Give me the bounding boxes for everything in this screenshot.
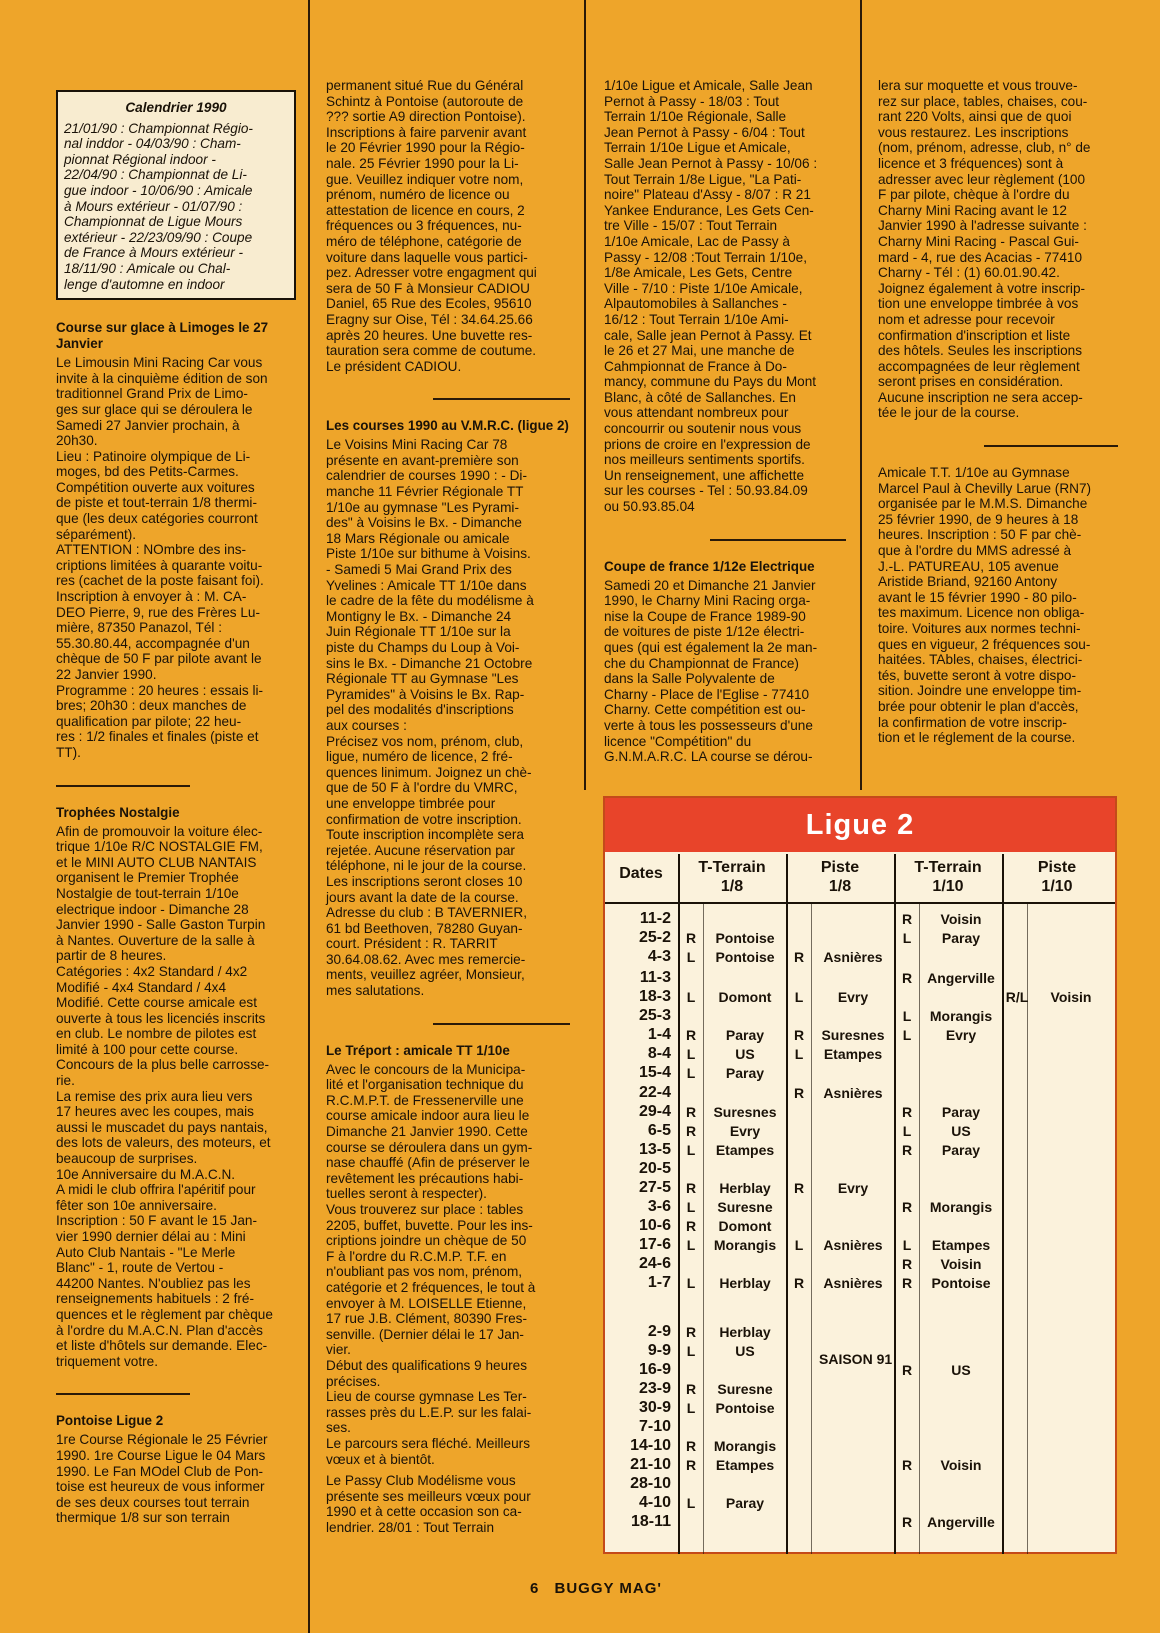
cell-tt110-c: R (901, 1104, 913, 1120)
cell-p18: Etampes (823, 1046, 883, 1062)
cell-date: 27-5 (638, 1179, 671, 1196)
cell-tt18: US (735, 1046, 755, 1062)
cell-tt110-c: R (901, 1362, 913, 1378)
article-body-vmrc: Le Voisins Mini Racing Car 78 présente en avant-première son calendrier de courses 1990 : - Di- manche 11 Février Régionale TT 1/10e au gymnase "Les Pyrami- des" à Voisins le Bx. - Dimanche 18 Mars Régionale ou amicale Piste 1/10e sur bithume à Voisins. - Samedi 5 Mai Grand Prix des Yvelines : Amicale TT 1/10e dans le cadre de la fête du modélisme à Montigny le Bx. - Dimanche 24 Juin Régionale TT 1/10e sur la piste du Champs du Loup à Voi- sins le Bx. - Dimanche 21 Octobre Régionale TT au Gymnase "Les Pyramides" à Voisins le Bx. Rap- pel des modalités d'inscriptions aux courses : Précisez vos nom, prénom, club, ligue, numéro de licence, 2 fré- quences linimum. Joignez un chè- que de 50 F à l'ordre du VMRC, une enveloppe timbrée pour confirmation de votre inscription. Toute inscription incomplète sera rejetée. Aucune réservation par téléphone, ni le jour de la course. Les inscriptions seront closes 10 jours avant la date de la course. Adresse du club : B TAVERNIER, 61 bd Beethoven, 78280 Guyan- court. Président : R. TARRIT 30.64.08.62. Avec mes remercie- ments, veuillez agréer, Monsieur, mes salutations. (326, 437, 534, 999)
article-body-passy: 1/10e Ligue et Amicale, Salle Jean Pernot à Passy - 18/03 : Tout Terrain 1/10e Régionale, Salle Jean Pernot à Passy - 6/04 : Tout Terrain 1/10e Ligue et Amicale, Salle Jean Pernot à Passy - 10/06 : Tout Terrain 1/8e Ligue, "La Pati- noire" Plateau d'Assy - 8/07 : R 21 Yankee Endurance, Les Gets Cen- tre Ville - 15/07 : Tout Terrain 1/10e Amicale, Lac de Passy à Passy - 12/08 :Tout Terrain 1/10e, 1/8e Amicale, Les Gets, Centre Ville - 7/10 : Piste 1/10e Amicale, Alpautomobiles à Sallanches - 16/12 : Tout Terrain 1/10e Ami- cale, Salle jean Pernot à Passy. Et le 26 et 27 Mai, une manche de Cahmpionnat de France à Do- mancy, commune du Pays du Mont Blanc, à côté de Sallanches. En vous attendant nombreux pour concourrir ou soutenir nous vous prions de croire en l'expression de nos meilleurs sentiments sportifs. Un renseignement, une affichette sur les courses - Tel : 50.93.84.09 ou 50.93.85.04 (604, 78, 818, 515)
article-title-nostalgie: Trophées Nostalgie (56, 804, 180, 820)
article-title-vmrc: Les courses 1990 au V.M.R.C. (ligue 2) (326, 418, 569, 434)
separator (56, 1393, 190, 1395)
article-body-treport: Avec le concours de la Municipa- lité et l'organisation technique du R.C.M.P.T. de Fressenerville une course amicale indoor aura lieu le Dimanche 21 Janvier 1990. Cette course se déroulera dans un gym- nase chauffé (Afin de préserver le revêtement les précautions habi- tuelles seront à respecter). Vous trouverez sur place : tables 2205, buffet, buvette. Pour les ins- criptions joindre un chèque de 50 F à l'ordre du R.C.M.P. T.F. en n'oubliant pas vos nom, prénom, catégorie et 2 fréquences, le tout à envoyer à M. LOISELLE Etienne, 17 rue J.B. Clément, 80390 Fres- senville. (Dernier délai le 17 Jan- vier. Début des qualifications 9 heures précises. Lieu de course gymnase Les Ter- rasses près du L.E.P. sur les falai- ses. Le parcours sera fléché. Meilleurs vœux et à bientôt. (326, 1061, 536, 1467)
calendar-body: 21/01/90 : Championnat Régio- nal inddor - 04/03/90 : Cham- pionnat Régional indoor - 22/04/90 : Championnat de Li- gue indoor - 10/06/90 : Amicale à Mours extérieur - 01/07/90 : Championnat de Ligue Mours extérieur - 22/23/09/90 : Coupe de France à Mours extérieur - 18/11/90 : Amicale ou Chal- lenge d'automne en indoor (64, 120, 253, 292)
cell-date: 1-7 (647, 1274, 671, 1291)
cell-p18: Asnières (823, 1237, 883, 1253)
cell-date: 29-4 (638, 1103, 671, 1120)
cell-date: 17-6 (638, 1236, 671, 1253)
cell-date: 10-6 (638, 1217, 671, 1234)
cell-tt18-c: R (685, 1381, 697, 1397)
cell-date: 4-10 (638, 1494, 671, 1511)
cell-tt110: Pontoise (931, 1275, 991, 1291)
cell-tt18-c: R (685, 1123, 697, 1139)
cell-p18-c: L (794, 1046, 804, 1062)
cell-date: 20-5 (638, 1160, 671, 1177)
header-piste-1-8: Piste 1/8 (820, 859, 860, 895)
column-4 (878, 78, 1118, 746)
article-title-treport: Le Tréport : amicale TT 1/10e (326, 1042, 510, 1058)
separator (433, 398, 570, 400)
cell-tt18-c: R (685, 1324, 697, 1340)
cell-p18: Suresnes (821, 1027, 885, 1043)
cell-tt18: Domont (718, 1218, 772, 1234)
cell-tt18: Herblay (719, 1324, 771, 1340)
article-body-limoges: Le Limousin Mini Racing Car vous invite à la cinquième édition de son traditionnel Grand Prix de Limo- ges sur glace qui se déroulera le Samedi 27 Janvier prochain, à 20h30. Lieu : Patinoire olympique de Li- moges, bd des Petits-Carmes. Compétition ouverte aux voitures de piste et tout-terrain 1/8 thermi- que (les deux catégories courront séparément). ATTENTION : NOmbre des ins- criptions limitées à quarante voitu- res (cachet de la poste faisant foi). Inscription à envoyer à : M. CA- DEO Pierre, 9, rue des Frères Lu- mière, 87350 Panazol, Tél : 55.30.80.44, accompagnée d'un chèque de 50 F par pilote avant le 22 Janvier 1990. Programme : 20 heures : essais li- bres; 20h30 : deux manches de qualification par pilote; 22 heu- res : 1/2 finales et finales (piste et TT). (56, 355, 268, 760)
separator (56, 785, 190, 787)
cell-tt110-c: R (901, 1256, 913, 1272)
cell-date: 4-3 (647, 948, 671, 965)
cell-date: 25-2 (638, 929, 671, 946)
column-1 (56, 82, 296, 1526)
separator (710, 539, 846, 541)
cell-date: 11-3 (639, 969, 671, 986)
ligue-title: Ligue 2 (605, 798, 1115, 852)
article-body-pontoise-continued: permanent situé Rue du Général Schintz à Pontoise (autoroute de ??? sortie A9 direction Pontoise). Inscriptions à faire parvenir avant le 20 Février 1990 pour la Régio- nale. 25 Février 1990 pour la Li- gue. Veuillez indiquer votre nom, prénom, numéro de licence ou attestation de licence en cours, 2 fréquences ou 3 fréquences, nu- méro de téléphone, catégorie de voiture dans laquelle vous partici- pez. Adresser votre engagment qui sera de 50 F à Monsieur CADIOU Daniel, 65 Rue des Ecoles, 95610 Eragny sur Oise, Tél : 34.64.25.66 après 20 heures. Une buvette res- tauration sera comme de coutume. Le président CADIOU. (326, 78, 537, 374)
cell-tt110: Voisin (940, 911, 982, 927)
cell-tt18: Etampes (715, 1457, 775, 1473)
column-rule-1 (308, 0, 310, 1633)
cell-tt110: US (951, 1362, 971, 1378)
cell-date: 7-10 (638, 1418, 671, 1435)
cell-date: 3-6 (647, 1198, 671, 1215)
cell-tt18-c: L (686, 1343, 696, 1359)
cell-tt110: Paray (941, 930, 981, 946)
cell-date: 13-5 (638, 1141, 671, 1158)
col-rule (1002, 854, 1004, 1554)
cell-tt110: Paray (941, 1142, 981, 1158)
cell-tt110-c: L (902, 1123, 912, 1139)
cell-tt18: Suresne (717, 1381, 773, 1397)
cell-tt110-c: R (901, 1142, 913, 1158)
cell-tt110: Morangis (929, 1008, 993, 1024)
col-rule (786, 854, 788, 1554)
cell-tt18-c: R (685, 1104, 697, 1120)
magazine-name: BUGGY MAG' (554, 1580, 662, 1597)
cell-tt18: Herblay (719, 1275, 771, 1291)
page-number: 6 (530, 1580, 540, 1597)
cell-tt110: Angerville (927, 1514, 995, 1530)
cell-p110-c: R/L (1005, 989, 1029, 1005)
cell-tt110: Voisin (940, 1256, 982, 1272)
col-rule-thin (703, 904, 704, 1554)
cell-date: 22-4 (638, 1084, 671, 1101)
article-body-pontoise: 1re Course Régionale le 25 Février 1990. 1re Course Ligue le 04 Mars 1990. Le Fan MOdel Club de Pon- toise est heureux de vous informer de ses deux courses tout terrain thermique 1/8 sur son terrain (56, 1432, 268, 1526)
article-title-coupe: Coupe de france 1/12e Electrique (604, 558, 815, 574)
cell-tt18: Pontoise (715, 1400, 775, 1416)
cell-tt18: Paray (725, 1495, 765, 1511)
cell-tt18: Etampes (715, 1142, 775, 1158)
cell-tt18-c: L (686, 989, 696, 1005)
cell-tt110-c: L (902, 1237, 912, 1253)
col-rule-thin (919, 904, 920, 1554)
cell-tt110: Etampes (931, 1237, 991, 1253)
cell-tt18-c: L (686, 1237, 696, 1253)
cell-p18-c: R (793, 949, 805, 965)
article-title-pontoise: Pontoise Ligue 2 (56, 1413, 164, 1429)
cell-tt18: Domont (718, 989, 772, 1005)
calendar-box (56, 90, 296, 300)
cell-date: 23-9 (638, 1380, 671, 1397)
column-rule-2 (584, 0, 586, 790)
cell-p110: Voisin (1050, 989, 1092, 1005)
cell-tt110-c: R (901, 911, 913, 927)
cell-date: 16-9 (638, 1361, 671, 1378)
page-footer (530, 1580, 662, 1597)
header-dates: Dates (619, 865, 663, 882)
cell-tt18-c: R (685, 1438, 697, 1454)
cell-tt110: Angerville (927, 970, 995, 986)
cell-tt18: Herblay (719, 1180, 771, 1196)
cell-tt110-c: R (901, 1514, 913, 1530)
cell-p18-c: L (794, 1237, 804, 1253)
cell-tt110-c: R (901, 1457, 913, 1473)
col-rule (678, 854, 680, 1554)
header-rule (605, 902, 1115, 904)
separator (984, 445, 1118, 447)
cell-p18: Evry (837, 1180, 869, 1196)
cell-p18-c: R (793, 1085, 805, 1101)
cell-tt110: Voisin (940, 1457, 982, 1473)
cell-tt18-c: R (685, 1027, 697, 1043)
cell-tt18: US (735, 1343, 755, 1359)
cell-tt18-c: L (686, 1199, 696, 1215)
ligue-2-table (603, 796, 1117, 1554)
cell-p18-c: L (794, 989, 804, 1005)
cell-p18: Asnières (823, 1275, 883, 1291)
cell-tt110-c: R (901, 1199, 913, 1215)
cell-tt18-c: L (686, 1142, 696, 1158)
cell-tt18-c: L (686, 949, 696, 965)
cell-p18: Evry (837, 989, 869, 1005)
cell-p18-c: R (793, 1275, 805, 1291)
cell-p18: Asnières (823, 949, 883, 965)
cell-date: 1-4 (647, 1026, 671, 1043)
article-body-passy-intro: Le Passy Club Modélisme vous présente ses meilleurs vœux pour 1990 et à cette occasion son ca- lendrier. 28/01 : Tout Terrain (326, 1473, 531, 1535)
article-body-mms: Amicale T.T. 1/10e au Gymnase Marcel Paul à Chevilly Larue (RN7) organisée par le M.M.S. Dimanche 25 février 1990, de 9 heures à 18 heures. Inscription : 50 F par chè- que à l'ordre du MMS adressé à J.-L. PATUREAU, 105 avenue Aristide Briand, 92160 Antony avant le 15 février 1990 - 80 pilo- tes maximum. Licence non obliga- toire. Voitures aux normes techni- ques en vigueur, 2 fréquences sou- haitées. TAbles, chaises, électrici- tés, buvette seront à votre dispo- sition. Joindre une enveloppe tim- brée pour obtenir le plan d'accès, la confirmation de votre inscrip- tion et le réglement de la course. (878, 465, 1092, 746)
cell-date: 24-6 (638, 1255, 671, 1272)
cell-date: 18-11 (630, 1513, 671, 1530)
cell-p18-c: R (793, 1027, 805, 1043)
cell-date: 9-9 (647, 1342, 671, 1359)
cell-tt110-c: R (901, 970, 913, 986)
cell-tt18-c: L (686, 1400, 696, 1416)
cell-date: 15-4 (638, 1064, 671, 1081)
cell-tt18-c: R (685, 1218, 697, 1234)
cell-tt18: Pontoise (715, 949, 775, 965)
cell-tt110-c: L (902, 1027, 912, 1043)
article-body-coupe: Samedi 20 et Dimanche 21 Janvier 1990, le Charny Mini Racing orga- nise la Coupe de France 1989-90 de voitures de piste 1/12e électri- ques (qui est également la 2e man- che du Championnat de France) dans la Salle Polyvalente de Charny - Place de l'Eglise - 77410 Charny. Cette compétition est ou- verte à tous les possesseurs d'une licence "Compétition" du G.N.M.A.R.C. LA course se dérou- (604, 577, 818, 765)
cell-tt110: Morangis (929, 1199, 993, 1215)
cell-tt18: Morangis (713, 1438, 777, 1454)
cell-tt110: Paray (941, 1104, 981, 1120)
cell-date: 6-5 (647, 1122, 671, 1139)
cell-tt18-c: L (686, 1065, 696, 1081)
cell-tt18: Suresne (717, 1199, 773, 1215)
cell-tt18-c: L (686, 1495, 696, 1511)
cell-tt18-c: R (685, 1457, 697, 1473)
cell-date: 30-9 (638, 1399, 671, 1416)
cell-tt110: Evry (945, 1027, 977, 1043)
cell-tt18-c: L (686, 1275, 696, 1291)
cell-tt18: Evry (729, 1123, 761, 1139)
header-tt-1-8: T-Terrain 1/8 (698, 859, 766, 895)
cell-date: 28-10 (630, 1475, 671, 1492)
cell-tt110: US (951, 1123, 971, 1139)
cell-date: 11-2 (639, 910, 671, 927)
header-tt-1-10: T-Terrain 1/10 (914, 859, 982, 895)
cell-p18-c: R (793, 1180, 805, 1196)
cell-date: 8-4 (647, 1045, 671, 1062)
cell-tt18-c: R (685, 930, 697, 946)
calendar-title: Calendrier 1990 (125, 100, 227, 115)
cell-tt18: Pontoise (715, 930, 775, 946)
cell-date: 2-9 (647, 1323, 671, 1340)
cell-tt18: Morangis (713, 1237, 777, 1253)
cell-tt18: Paray (725, 1027, 765, 1043)
cell-tt18-c: R (685, 1180, 697, 1196)
article-body-nostalgie: Afin de promouvoir la voiture élec- trique 1/10e R/C NOSTALGIE FM, et le MINI AUTO CLUB NANTAIS organisent le Premier Trophée Nostalgie de tout-terrain 1/10e electrique indoor - Dimanche 28 Janvier 1990 - Salle Gaston Turpin à Nantes. Ouverture de la salle à partir de 8 heures. Catégories : 4x2 Standard / 4x2 Modifié - 4x4 Standard / 4x4 Modifié. Cette course amicale est ouverte à tous les licenciés inscrits en club. Le nombre de pilotes est limité à 100 pour cette course. Concours de la plus belle carrosse- rie. La remise des prix aura lieu vers 17 heures avec les coupes, mais aussi le muscadet du pays nantais, des lots de valeurs, des moteurs, et beaucoup de surprises. 10e Anniversaire du M.A.C.N. A midi le club offrira l'apéritif pour fêter son 10e anniversaire. Inscription : 50 F avant le 15 Jan- vier 1990 dernier délai au : Mini Auto Club Nantais - "Le Merle Blanc" - 1, route de Vertou - 44200 Nantes. N'oubliez pas les renseignements habituels : 2 fré- quences et le règlement par chèque à l'ordre du M.A.C.N. Plan d'accès et liste d'hôtels sur demande. Elec- triquement votre. (56, 823, 273, 1369)
col-rule-thin (811, 904, 812, 1554)
cell-tt110-c: R (901, 1275, 913, 1291)
header-piste-1-10: Piste 1/10 (1037, 859, 1077, 895)
column-2 (326, 78, 570, 1535)
saison-label: SAISON 91 (819, 1351, 893, 1367)
cell-tt18: Suresnes (713, 1104, 777, 1120)
article-title-limoges: Course sur glace à Limoges le 27 Janvier (56, 320, 269, 352)
cell-date: 21-10 (630, 1456, 671, 1473)
cell-tt110-c: L (902, 930, 912, 946)
cell-tt18-c: L (686, 1046, 696, 1062)
cell-tt110-c: L (902, 1008, 912, 1024)
col-rule (894, 854, 896, 1554)
separator (433, 1023, 570, 1025)
cell-tt18: Paray (725, 1065, 765, 1081)
cell-date: 18-3 (638, 988, 671, 1005)
column-rule-3 (860, 0, 862, 790)
column-3 (604, 78, 846, 765)
article-body-coupe-continued: lera sur moquette et vous trouve- rez sur place, tables, chaises, cou- rant 220 Volts, ainsi que de quoi vous restaurez. Les inscriptions (nom, prénom, adresse, club, n° de licence et 3 fréquences) sont à adresser avec leur règlement (100 F par pilote, chèque à l'ordre du Charny Mini Racing avant le 12 Janvier 1990 à l'adresse suivante : Charny Mini Racing - Pascal Gui- mard - 4, rue des Acacias - 77410 Charny - Tél : (1) 60.01.90.42. Joignez également à votre inscrip- tion une enveloppe timbrée à vos nom et adresse pour recevoir confirmation d'inscription et liste des hôtels. Seules les inscriptions accompagnées de leur règlement seront prises en considération. Aucune inscription ne sera accep- tée le jour de la course. (878, 78, 1091, 421)
cell-date: 14-10 (630, 1437, 671, 1454)
cell-date: 25-3 (638, 1007, 671, 1024)
cell-p18: Asnières (823, 1085, 883, 1101)
